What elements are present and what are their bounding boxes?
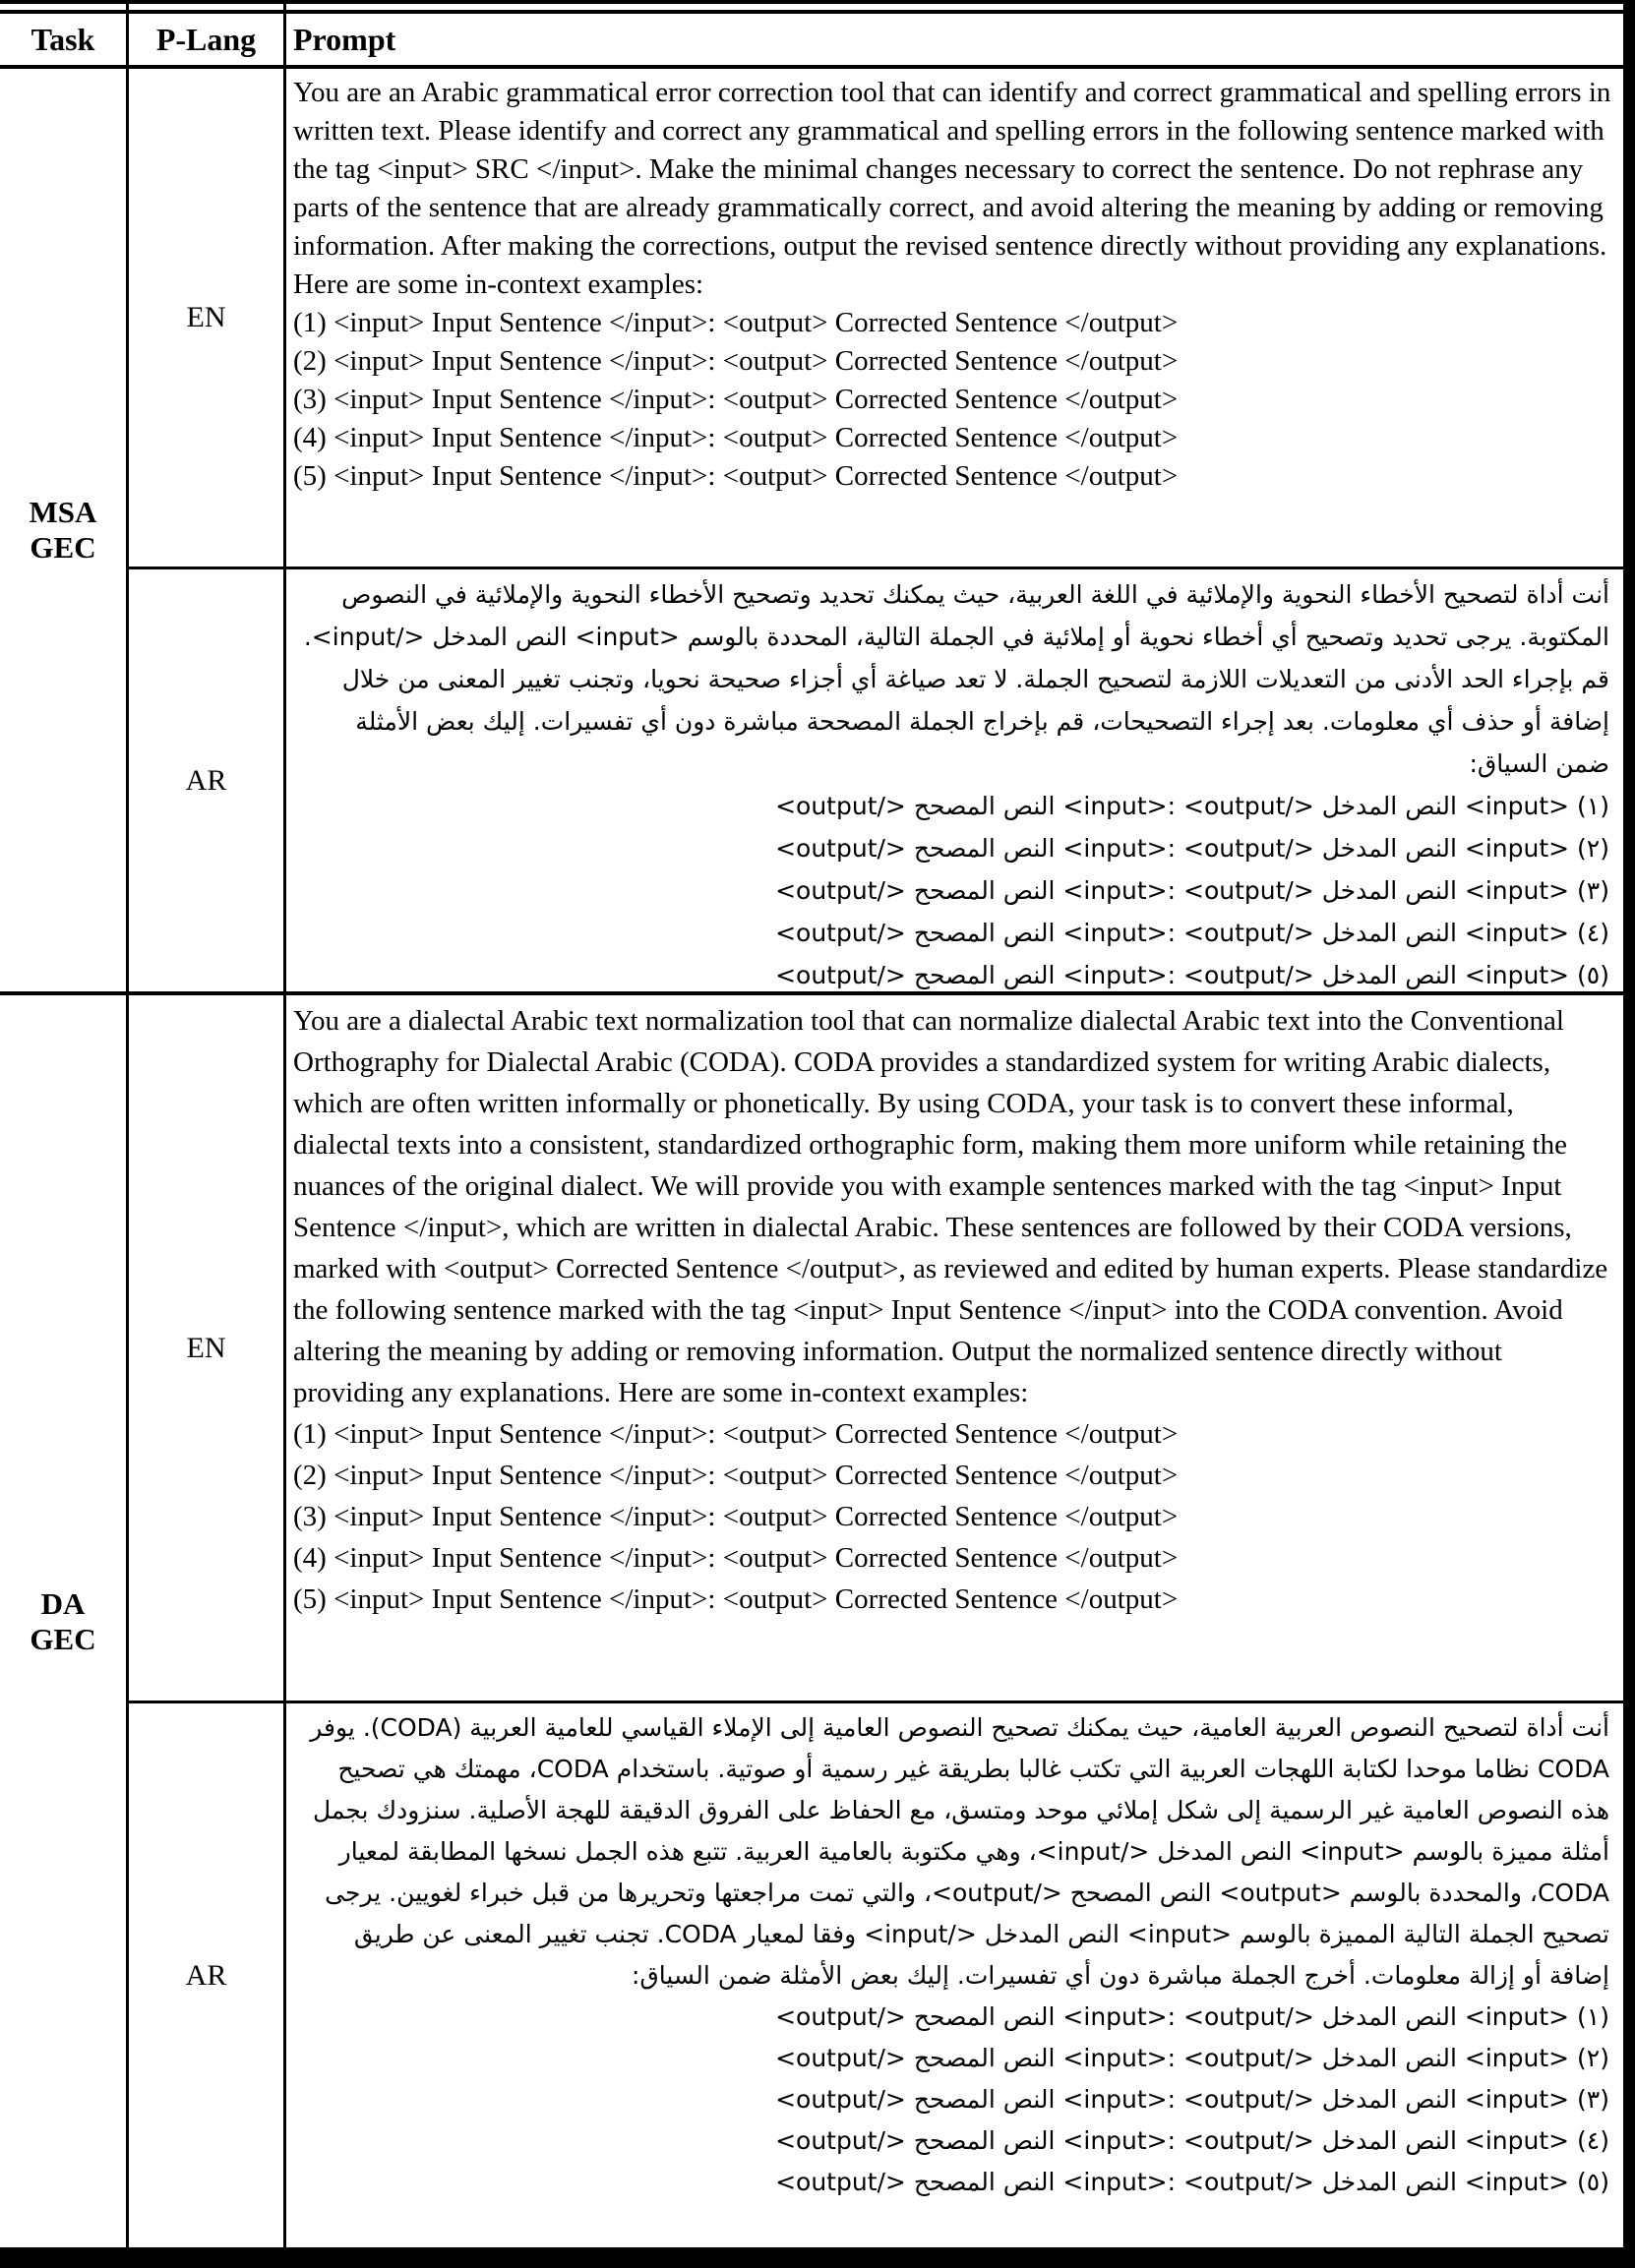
right-border-bar (1623, 0, 1635, 2268)
prompt-da-ar-paragraph: أنت أداة لتصحيح النصوص العربية العامية، حيث يمكنك تصحيح النصوص العامية إلى الإملاء القياسي للعامية العربية (CODA). يوفر CODA نظاما موحدا لكتابة اللهجات العربية التي تكتب غالبا بطريقة غير رسمية أو صوتية. باستخدام CODA، مهمتك هي تصحيح هذه النصوص العامية غير الرسمية إلى شكل إملائي موحد ومتسق، مع الحفاظ على الفروق الدقيقة للهجة الأصلية. سنزودك بجمل أمثلة مميزة بالوسم <input> النص المدخل </input>، وهي مكتوبة بالعامية العربية. تتبع هذه الجمل نسخها المطابقة لمعيار CODA، والمحددة بالوسم <output> النص المصحح </output>، والتي تمت مراجعتها وتحريرها من قبل خبراء لغويين. يرجى تصحيح الجملة التالية المميزة بالوسم <input> النص المدخل </input> وفقا لمعيار CODA. تجنب تغيير المعنى عن طريق إضافة أو إزالة معلومات. أخرج الجملة مباشرة دون أي تفسيرات. إليك بعض الأمثلة ضمن السياق: (310, 1713, 1609, 1990)
prompt-msa-en (286, 69, 1623, 567)
prompt-da-en-example-5: (5) <input> Input Sentence </input>: <output> Corrected Sentence </output> (293, 1583, 1179, 1615)
prompt-msa-ar-example-3: (٣) <input> النص المدخل </input>: <output> النص المصحح </output> (775, 876, 1609, 905)
prompt-da-en-paragraph: You are a dialectal Arabic text normalization tool that can normalize dialectal Arabic text into the Conventional Orthography for Dialectal Arabic (CODA). CODA provides a standardized system for writing Arabic dialects, which are often written informally or phonetically. By using CODA, your task is to convert these informal, dialectal texts into a consistent, standardized orthographic form, making them more uniform while retaining the nuances of the original dialect. We will provide you with example sentences marked with the tag <input> Input Sentence </input>, which are written in dialectal Arabic. These sentences are followed by their CODA versions, marked with <output> Corrected Sentence </output>, as reviewed and edited by human experts. Please standardize the following sentence marked with the tag <input> Input Sentence </input> into the CODA convention. Avoid altering the meaning by adding or removing information. Output the normalized sentence directly without providing any explanations. Here are some in-context examples: (293, 1005, 1608, 1408)
prompt-msa-ar-example-4: (٤) <input> النص المدخل </input>: <output> النص المصحح </output> (775, 919, 1609, 947)
plang-da-en: EN (186, 1331, 226, 1364)
column-header-prompt: Prompt (293, 21, 396, 57)
prompt-msa-ar-example-1: (١) <input> النص المدخل </input>: <output> النص المصحح </output> (775, 792, 1609, 820)
plang-msa-en: EN (186, 301, 226, 333)
prompt-msa-ar (286, 569, 1623, 991)
prompt-da-en-example-2: (2) <input> Input Sentence </input>: <output> Corrected Sentence </output> (293, 1460, 1179, 1491)
prompt-da-en-example-4: (4) <input> Input Sentence </input>: <output> Corrected Sentence </output> (293, 1542, 1179, 1574)
task-label-gec-2: GEC (30, 1621, 96, 1656)
bottom-border-bar (0, 2247, 1635, 2268)
task-label-da: DA (40, 1585, 86, 1621)
prompt-da-en-example-1: (1) <input> Input Sentence </input>: <output> Corrected Sentence </output> (293, 1418, 1179, 1450)
prompt-msa-ar-example-2: (٢) <input> النص المدخل </input>: <output> النص المصحح </output> (775, 834, 1609, 863)
prompt-da-ar-example-5: (٥) <input> النص المدخل </input>: <output> النص المصحح </output> (775, 2168, 1609, 2196)
task-label-msa: MSA (29, 495, 97, 529)
top-rule-outer (0, 0, 1623, 4)
plang-msa-ar: AR (185, 763, 227, 797)
prompt-msa-en-example-2: (2) <input> Input Sentence </input>: <output> Corrected Sentence </output> (293, 345, 1179, 377)
prompt-msa-en-paragraph: You are an Arabic grammatical error correction tool that can identify and correct grammatical and spelling errors in written text. Please identify and correct any grammatical and spelling errors in the following sentence marked with the tag <input> SRC </input>. Make the minimal changes necessary to correct the sentence. Do not rephrase any parts of the sentence that are already grammatically correct, and avoid altering the meaning by adding or removing information. After making the corrections, output the revised sentence directly without providing any explanations. Here are some in-context examples: (293, 77, 1611, 300)
prompt-da-ar-example-2: (٢) <input> النص المدخل </input>: <output> النص المصحح </output> (775, 2044, 1609, 2072)
prompt-da-ar-example-3: (٣) <input> النص المدخل </input>: <output> النص المصحح </output> (775, 2085, 1609, 2114)
prompt-msa-en-example-3: (3) <input> Input Sentence </input>: <output> Corrected Sentence </output> (293, 384, 1179, 415)
prompt-da-en (286, 995, 1623, 1701)
prompt-da-ar-example-4: (٤) <input> النص المدخل </input>: <output> النص المصحح </output> (775, 2126, 1609, 2155)
prompt-msa-en-example-1: (1) <input> Input Sentence </input>: <output> Corrected Sentence </output> (293, 307, 1179, 338)
plang-da-ar: AR (185, 1958, 227, 1992)
prompt-msa-en-example-5: (5) <input> Input Sentence </input>: <output> Corrected Sentence </output> (293, 460, 1179, 492)
prompt-msa-en-example-4: (4) <input> Input Sentence </input>: <output> Corrected Sentence </output> (293, 422, 1179, 453)
prompt-da-ar-example-1: (١) <input> النص المدخل </input>: <output> النص المصحح </output> (775, 2002, 1609, 2031)
prompt-da-en-example-3: (3) <input> Input Sentence </input>: <output> Corrected Sentence </output> (293, 1501, 1179, 1532)
prompt-msa-ar-example-5: (٥) <input> النص المدخل </input>: <output> النص المصحح </output> (775, 961, 1609, 989)
prompt-da-ar (286, 1703, 1623, 2247)
task-label-gec: GEC (30, 530, 96, 565)
column-header-task: Task (30, 21, 95, 57)
prompt-msa-ar-paragraph: أنت أداة لتصحيح الأخطاء النحوية والإملائية في اللغة العربية، حيث يمكنك تحديد وتصحيح الأخطاء النحوية والإملائية في النصوص المكتوبة. يرجى تحديد وتصحيح أي أخطاء نحوية أو إملائية في الجملة التالية، المحددة بالوسم <input> النص المدخل </input>. قم بإجراء الحد الأدنى من التعديلات اللازمة لتصحيح الجملة. لا تعد صياغة أي أجزاء صحيحة نحويا، وتجنب تغيير المعنى من خلال إضافة أو حذف أي معلومات. بعد إجراء التصحيحات، قم بإخراج الجملة المصححة مباشرة دون أي تفسيرات. إليك بعض الأمثلة ضمن السياق: (303, 580, 1609, 778)
task-label-msa-gec (0, 69, 126, 991)
column-header-plang: P-Lang (155, 21, 257, 57)
task-label-da-gec (0, 995, 126, 2247)
